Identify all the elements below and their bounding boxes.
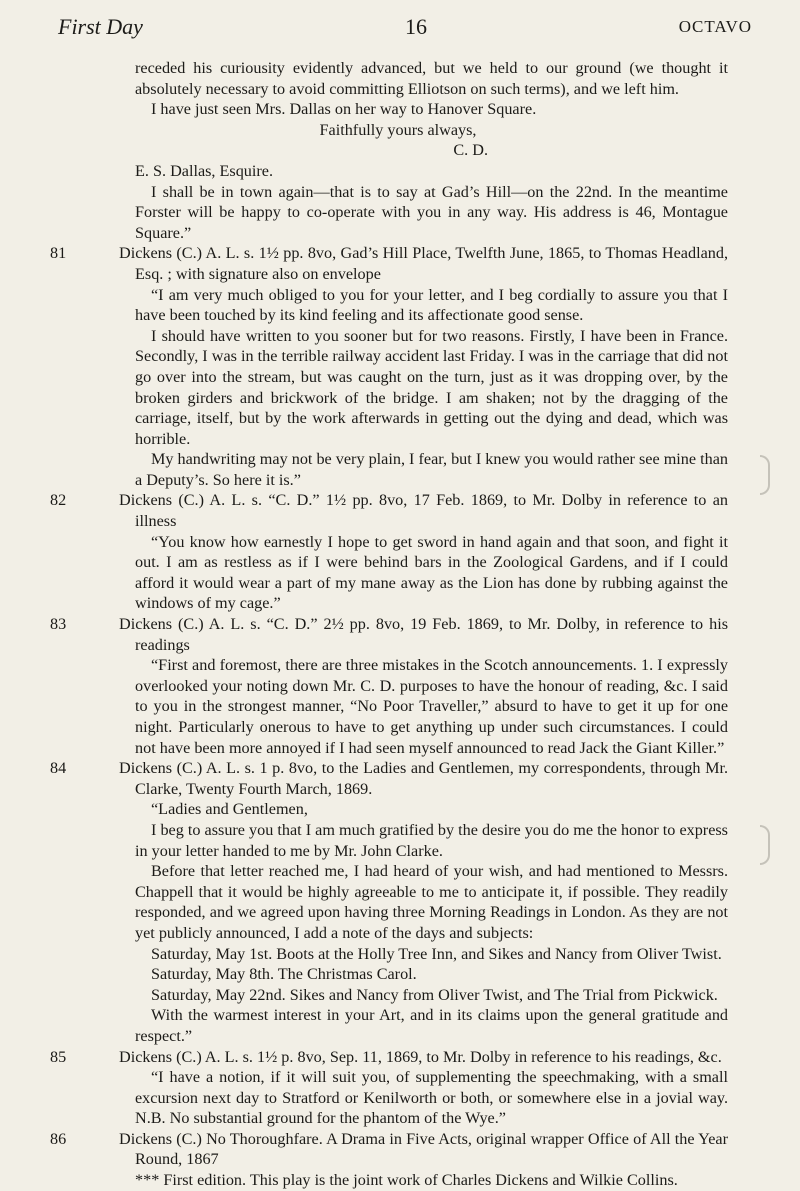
letter-addressee: E. S. Dallas, Esquire. xyxy=(135,161,274,180)
continued-paragraph: I have just seen Mrs. Dallas on her way to Hanover Square. xyxy=(151,100,537,119)
lot-number: 83 xyxy=(50,615,67,634)
lot-quote: My handwriting may not be very plain, I fear, but I knew you would rather see mine than a Deputy’s. So here it is.” xyxy=(135,450,728,489)
running-head-right: OCTAVO xyxy=(678,17,752,36)
binding-hole-mark xyxy=(760,825,770,865)
page-body xyxy=(50,58,728,1191)
lot-number: 82 xyxy=(50,491,67,510)
lot-quote: I beg to assure you that I am much gratified by the desire you do me the honor to express in your letter handed to me by Mr. John Clarke. xyxy=(135,820,728,860)
lot-number: 84 xyxy=(50,759,67,778)
lot-heading xyxy=(50,243,728,284)
lot-quote: Saturday, May 8th. The Christmas Carol. xyxy=(151,965,417,984)
lot-description: Dickens (C.) A. L. s. “C. D.” 1½ pp. 8vo, 17 Feb. 1869, to Mr. Dolby in reference to an illness xyxy=(119,491,728,531)
lot-83 xyxy=(50,614,728,758)
lot-heading xyxy=(50,1047,728,1068)
lot-number: 81 xyxy=(50,244,67,263)
lot-quote: “I am very much obliged to you for your letter, and I beg cordially to assure you that I have been touched by its kind feeling and its affectionate good sense. xyxy=(135,285,728,325)
lot-description: Dickens (C.) A. L. s. 1 p. 8vo, to the Ladies and Gentlemen, my correspondents, through Mr. Clarke, Twenty Fourth March, 1869. xyxy=(119,759,728,798)
lot-84 xyxy=(50,758,728,1046)
letter-closing: Faithfully yours always, xyxy=(319,120,477,139)
lot-description: Dickens (C.) A. L. s. “C. D.” 2½ pp. 8vo, 19 Feb. 1869, to Mr. Dolby, in reference to his readings xyxy=(119,615,728,654)
lot-quote: I should have written to you sooner but for two reasons. Firstly, I have been in France. Secondly, I was in the terrible railway accident last Friday. I was in the carriage that did not go over into the stream, but was caught on the turn, just as it was dropping over, by the broken girders and brickwork of the bridge. I am shaken; not by the dragging of the carriage, itself, but by the work afterwards in getting out the dying and dead, which was horrible. xyxy=(135,326,728,448)
lot-description: Dickens (C.) A. L. s. 1½ p. 8vo, Sep. 11, 1869, to Mr. Dolby in reference to his readings, &c. xyxy=(119,1047,722,1066)
letter-signature: C. D. xyxy=(453,141,488,160)
lot-quote: “First and foremost, there are three mistakes in the Scotch announcements. 1. I expressly overlooked your noting down Mr. C. D. purposes to have the honour of reading, &c. I said to you in the strongest manner, “No Poor Traveller,” absurd to have to get it up for one night. Particularly onerous to have to get anything up under such circumstances. I could not have been more annoyed if I had seen myself announced to read Jack the Giant Killer.” xyxy=(135,656,728,757)
running-head-left: First Day xyxy=(58,14,143,39)
lot-description: Dickens (C.) No Thoroughfare. A Drama in Five Acts, original wrapper Office of All the Year Round, 1867 xyxy=(119,1129,728,1169)
lot-quote: With the warmest interest in your Art, and in its claims upon the general gratitude and respect.” xyxy=(135,1006,728,1045)
lot-quote: “Ladies and Gentlemen, xyxy=(151,800,308,819)
lot-description: Dickens (C.) A. L. s. 1½ pp. 8vo, Gad’s Hill Place, Twelfth June, 1865, to Thomas Headland, Esq. ; with signature also on envelope xyxy=(119,244,728,283)
lot-quote: “You know how earnestly I hope to get sword in hand again and that soon, and fight it out. I am as restless as if I were behind bars in the Zoological Gardens, and if I could afford it would wear a part of my mane away as the Lion has done by rubbing against the windows of my cage.” xyxy=(135,532,728,613)
page-header xyxy=(58,14,752,44)
lot-quote: Saturday, May 22nd. Sikes and Nancy from Oliver Twist, and The Trial from Pickwick. xyxy=(151,985,718,1004)
lot-heading xyxy=(50,758,728,799)
lot-heading xyxy=(50,490,728,531)
lot-quote: Before that letter reached me, I had heard of your wish, and had mentioned to Messrs. Chappell that it would be highly agreeable to me to anticipate it, if possible. They readily responded, and we agreed upon having three Morning Readings in London. As they are not yet publicly announced, I add a note of the days and subjects: xyxy=(135,862,728,942)
lot-81 xyxy=(50,243,728,490)
continued-paragraph: I shall be in town again—that is to say at Gad’s Hill—on the 22nd. In the meantime Forster will be happy to co-operate with you in any way. His address is 46, Montague Square.” xyxy=(135,182,728,242)
lot-quote: “I have a notion, if it will suit you, of supplementing the speechmaking, with a small excursion next day to Stratford or Kenilworth or both, or somewhere else in a jovial way. N.B. No substantial ground for the phantom of the Wye.” xyxy=(135,1068,728,1128)
lot-note: *** First edition. This play is the joint work of Charles Dickens and Wilkie Collins. xyxy=(135,1171,678,1190)
binding-hole-mark xyxy=(760,455,770,495)
lot-82 xyxy=(50,490,728,614)
lot-number: 86 xyxy=(50,1129,67,1148)
lot-85 xyxy=(50,1047,728,1129)
page-number: 16 xyxy=(405,14,427,39)
continued-paragraph: receded his curiousity evidently advanced, but we held to our ground (we thought it absolutely necessary to avoid committing Elliotson on such terms), and we left him. xyxy=(135,59,728,98)
lot-heading xyxy=(50,614,728,655)
lot-number: 85 xyxy=(50,1047,67,1066)
lot-quote: Saturday, May 1st. Boots at the Holly Tree Inn, and Sikes and Nancy from Oliver Twist. xyxy=(151,944,722,963)
lot-86 xyxy=(50,1129,728,1191)
lot-heading xyxy=(50,1129,728,1170)
